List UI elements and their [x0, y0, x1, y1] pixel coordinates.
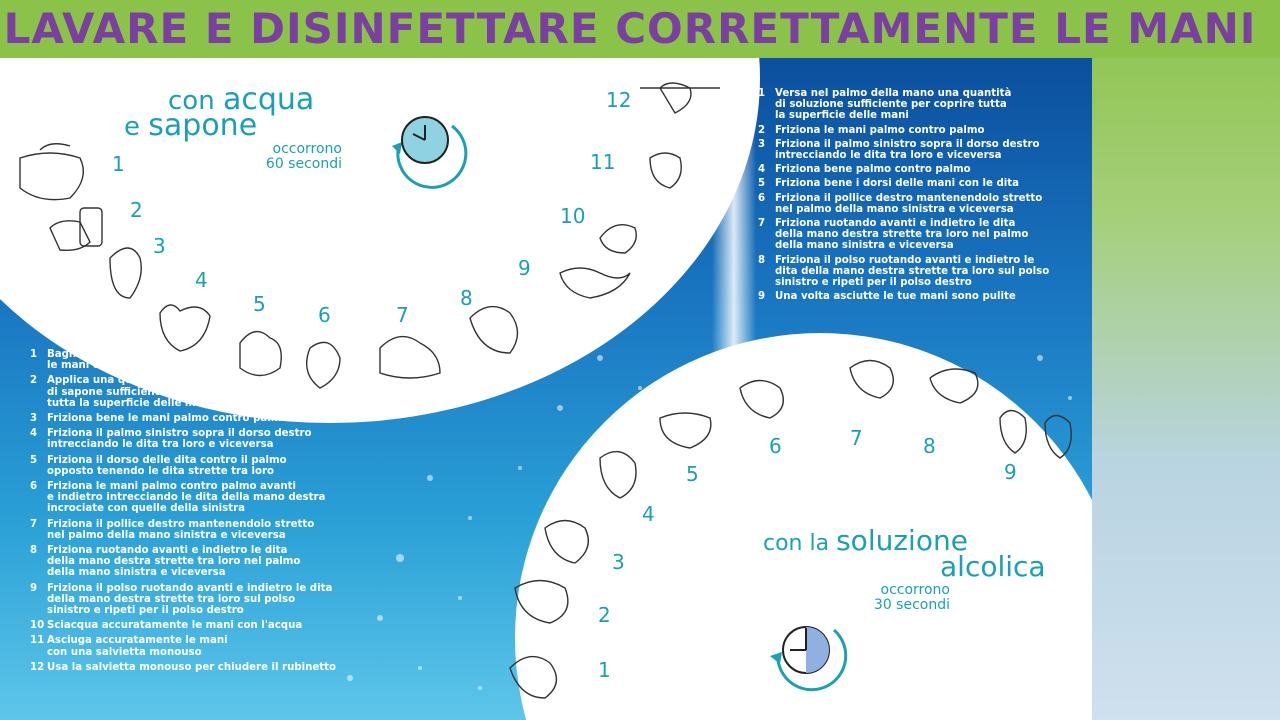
list-item [30, 620, 360, 631]
list-item [758, 178, 1088, 189]
water-step-number: 3 [153, 234, 166, 258]
step-text: Bagna bene le mani con l'acqua [47, 349, 158, 372]
alcohol-duration-label: occorrono [880, 582, 950, 598]
list-item [30, 481, 360, 515]
water-duration-value: 60 secondi [265, 156, 342, 172]
step-text: Sciacqua accuratamente le mani con l'acqua [47, 620, 303, 632]
water-step-number: 5 [253, 292, 266, 316]
list-item [758, 218, 1088, 252]
step-number: 5 [30, 454, 38, 466]
water-step-number: 7 [396, 303, 409, 327]
step-text: Una volta asciutte le tue mani sono pulite [775, 291, 1016, 303]
water-heading-line2 [124, 108, 257, 143]
water-step-number: 2 [130, 198, 143, 222]
water-step-number: 12 [606, 88, 632, 112]
list-item [30, 583, 360, 617]
list-item [30, 662, 360, 673]
alcohol-step-number: 7 [850, 426, 863, 450]
alcohol-step-number: 4 [642, 502, 655, 526]
step-number: 4 [30, 428, 38, 440]
water-heading-prefix: con [168, 86, 215, 116]
alcohol-duration [810, 583, 950, 613]
step-number: 6 [758, 192, 766, 204]
list-item [758, 291, 1088, 302]
alcohol-step-number: 9 [1004, 460, 1017, 484]
step-text: Friziona bene i dorsi delle mani con le dita [775, 178, 1020, 190]
list-item [758, 164, 1088, 175]
step-text: Friziona le mani palmo contro palmo [775, 124, 985, 136]
step-number: 3 [758, 138, 766, 150]
water-heading-prefix2: e [124, 112, 140, 142]
alcohol-heading-main: soluzione [836, 524, 968, 557]
step-number: 9 [758, 291, 766, 303]
water-heading-main: acqua [222, 82, 315, 117]
list-item [30, 413, 360, 424]
step-number: 11 [30, 635, 45, 647]
step-text: Friziona bene palmo contro palmo [775, 164, 971, 176]
list-item [758, 193, 1088, 215]
step-number: 1 [758, 88, 766, 99]
list-item [30, 635, 360, 657]
water-step-number: 10 [560, 204, 586, 228]
step-number: 2 [30, 375, 38, 387]
step-number: 10 [30, 620, 45, 632]
alcohol-step-number: 3 [612, 550, 625, 574]
alcohol-duration-value: 30 secondi [873, 597, 950, 613]
step-text: Applica una quantità di sapone sufficiente per coprire tutta la superficie delle mani [47, 375, 234, 409]
list-item [30, 455, 360, 477]
step-number: 1 [30, 349, 38, 360]
hand-hygiene-poster [0, 58, 1092, 720]
step-number: 8 [30, 545, 38, 557]
step-number: 9 [30, 582, 38, 594]
list-item [30, 519, 360, 541]
alcohol-heading-prefix: con la [763, 531, 830, 556]
alcohol-step-number: 6 [769, 434, 782, 458]
alcohol-heading-line2: alcolica [940, 550, 1046, 583]
alcohol-steps-list [758, 88, 1088, 305]
water-step-number: 6 [318, 303, 331, 327]
step-number: 5 [758, 178, 766, 190]
step-text: Friziona il palmo sinistro sopra il dorso destro intrecciando le dita tra loro e viceversa [775, 138, 1040, 162]
step-text: Usa la salvietta monouso per chiudere il rubinetto [47, 661, 337, 673]
list-item [30, 545, 360, 579]
water-duration-label: occorrono [272, 141, 342, 157]
water-heading-main2: sapone [148, 108, 258, 143]
step-number: 3 [30, 413, 38, 425]
step-number: 4 [758, 164, 766, 176]
list-item [30, 349, 360, 371]
water-step-number: 11 [590, 150, 616, 174]
step-text: Friziona il polso ruotando avanti e indietro le dita della mano destra strette tra loro sul polso sinistro e ripeti per il polso destro [775, 254, 1050, 289]
water-step-number: 1 [112, 152, 125, 176]
water-step-number: 9 [518, 256, 531, 280]
step-text: Friziona il polso ruotando avanti e indietro le dita della mano destra strette tra loro sul polso sinistro e ripeti per il polso destro [47, 582, 333, 617]
step-text: Friziona bene le mani palmo contro palmo [47, 413, 289, 425]
list-item [758, 139, 1088, 161]
step-number: 8 [758, 254, 766, 266]
step-number: 7 [30, 518, 38, 530]
water-step-number: 4 [195, 268, 208, 292]
alcohol-step-number: 5 [686, 462, 699, 486]
step-number: 12 [30, 661, 45, 673]
list-item [30, 428, 360, 450]
step-number: 2 [758, 124, 766, 136]
list-item [30, 375, 360, 409]
step-text: Asciuga accuratamente le mani con una salvietta monouso [47, 635, 228, 658]
list-item [758, 125, 1088, 136]
step-number: 7 [758, 218, 766, 230]
alcohol-step-number: 1 [598, 658, 611, 682]
list-item [758, 88, 1088, 122]
step-text: Friziona il pollice destro mantenendolo stretto nel palmo della mano sinistra e viceversa [775, 192, 1043, 215]
step-text: Versa nel palmo della mano una quantità di soluzione sufficiente per coprire tutta la superficie delle mani [775, 88, 1012, 122]
step-number: 6 [30, 481, 38, 493]
page-title: LAVARE E DISINFETTARE CORRETTAMENTE LE MANI [3, 4, 1257, 53]
step-text: Friziona il dorso delle dita contro il palmo opposto tenendo le dita strette tra loro [47, 454, 287, 477]
step-text: Friziona il palmo sinistro sopra il dorso destro intrecciando le dita tra loro e viceversa [47, 428, 312, 451]
list-item [758, 255, 1088, 289]
water-duration [222, 142, 342, 172]
step-text: Friziona ruotando avanti e indietro le dita della mano destra strette tra loro nel palmo della mano sinistra e viceversa [775, 218, 1029, 252]
step-text: Friziona ruotando avanti e indietro le dita della mano destra strette tra loro nel palmo della mano sinistra e viceversa [47, 545, 301, 579]
water-step-number: 8 [460, 286, 473, 310]
alcohol-step-number: 8 [923, 434, 936, 458]
alcohol-step-number: 2 [598, 603, 611, 627]
alcohol-heading [763, 524, 968, 557]
step-text: Friziona le mani palmo contro palmo avanti e indietro intrecciando le dita della mano destra incrociate con quelle della sinistra [47, 481, 326, 515]
step-text: Friziona il pollice destro mantenendolo stretto nel palmo della mano sinistra e viceversa [47, 518, 315, 541]
water-steps-list [30, 349, 360, 677]
